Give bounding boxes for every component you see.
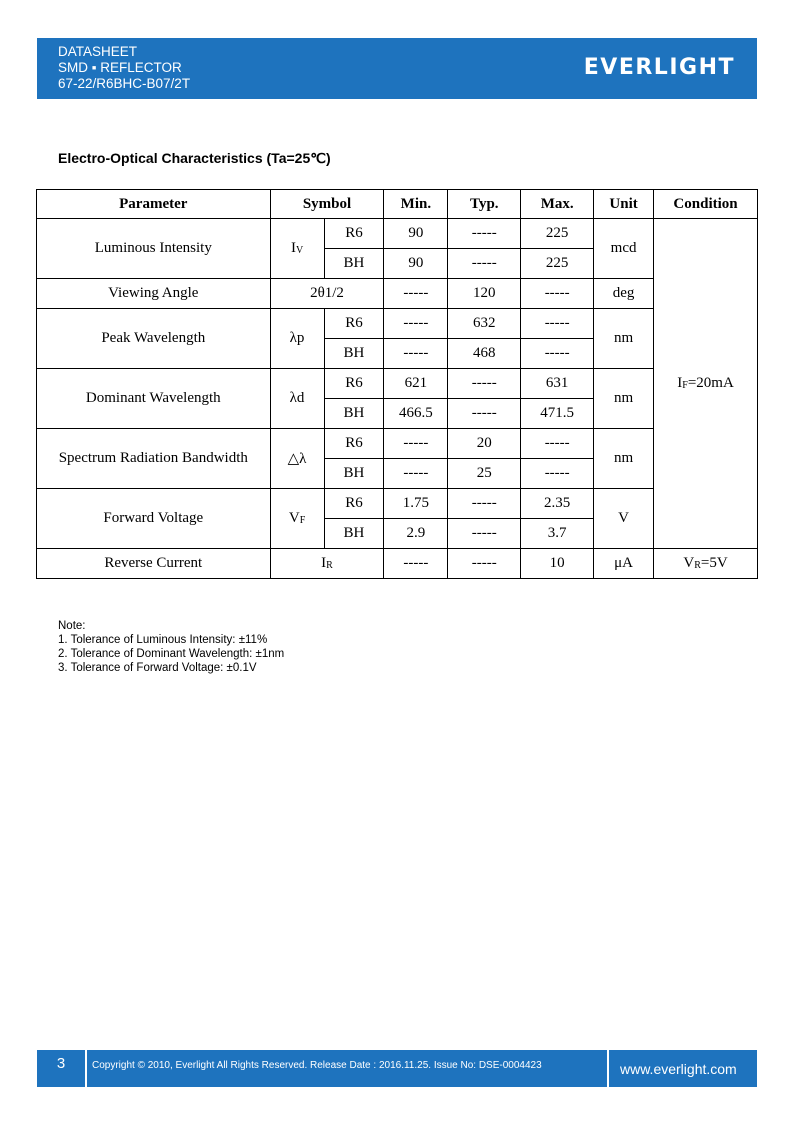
header-typ: Typ.	[448, 190, 521, 219]
max-value: -----	[521, 339, 594, 369]
max-value: 471.5	[521, 399, 594, 429]
typ-value: -----	[448, 219, 521, 249]
bin-label: BH	[324, 339, 384, 369]
min-value: 90	[384, 219, 448, 249]
table-row	[37, 279, 758, 309]
everlight-logo: EVERLIGHT	[583, 55, 735, 80]
min-value: -----	[384, 459, 448, 489]
bin-label: R6	[324, 369, 384, 399]
max-value: -----	[521, 279, 594, 309]
note-item: 1. Tolerance of Luminous Intensity: ±11%	[58, 634, 268, 646]
typ-value: -----	[448, 249, 521, 279]
symbol-dominant: λd	[270, 369, 324, 429]
copyright-text: Copyright © 2010, Everlight All Rights Reserved. Release Date : 2016.11.25. Issue No: DSE-0004423	[92, 1060, 542, 1071]
symbol-viewing: 2θ1/2	[270, 279, 384, 309]
min-value: -----	[384, 429, 448, 459]
page-header	[37, 38, 757, 99]
table-row	[37, 219, 758, 249]
param-peak: Peak Wavelength	[37, 309, 271, 369]
header-parameter: Parameter	[37, 190, 271, 219]
symbol-forward: $V_F$	[270, 489, 324, 549]
typ-value: 468	[448, 339, 521, 369]
max-value: -----	[521, 309, 594, 339]
table-header-row	[37, 190, 758, 219]
param-forward: Forward Voltage	[37, 489, 271, 549]
page-footer	[37, 1050, 757, 1087]
product-category: SMD ▪ REFLECTOR	[58, 60, 182, 75]
typ-value: 632	[448, 309, 521, 339]
unit-viewing: deg	[594, 279, 654, 309]
typ-value: -----	[448, 399, 521, 429]
unit-forward: V	[594, 489, 654, 549]
condition-main: $I_F=20mA$	[654, 219, 758, 549]
max-value: 631	[521, 369, 594, 399]
header-text	[58, 44, 190, 92]
header-symbol: Symbol	[270, 190, 384, 219]
max-value: 10	[521, 549, 594, 579]
min-value: 2.9	[384, 519, 448, 549]
symbol-luminous: $I_V$	[270, 219, 324, 279]
bin-label: BH	[324, 249, 384, 279]
typ-value: -----	[448, 489, 521, 519]
min-value: 466.5	[384, 399, 448, 429]
table-row	[37, 549, 758, 579]
notes	[58, 619, 284, 675]
table-row	[37, 369, 758, 399]
condition-reverse: $V_R=5V$	[654, 549, 758, 579]
min-value: -----	[384, 339, 448, 369]
param-viewing: Viewing Angle	[37, 279, 271, 309]
doc-type: DATASHEET	[58, 44, 138, 59]
footer-divider	[85, 1050, 87, 1087]
bin-label: R6	[324, 489, 384, 519]
unit-dominant: nm	[594, 369, 654, 429]
param-dominant: Dominant Wavelength	[37, 369, 271, 429]
note-item: 3. Tolerance of Forward Voltage: ±0.1V	[58, 662, 257, 674]
symbol-bandwidth: △λ	[270, 429, 324, 489]
unit-bandwidth: nm	[594, 429, 654, 489]
header-max: Max.	[521, 190, 594, 219]
max-value: 225	[521, 249, 594, 279]
header-min: Min.	[384, 190, 448, 219]
header-unit: Unit	[594, 190, 654, 219]
notes-title: Note:	[58, 620, 86, 632]
bin-label: R6	[324, 219, 384, 249]
max-value: 2.35	[521, 489, 594, 519]
min-value: 90	[384, 249, 448, 279]
footer-divider	[607, 1050, 609, 1087]
electro-optical-table	[36, 189, 758, 579]
symbol-reverse: $I_R$	[270, 549, 384, 579]
bin-label: BH	[324, 459, 384, 489]
param-reverse: Reverse Current	[37, 549, 271, 579]
unit-peak: nm	[594, 309, 654, 369]
section-title: Electro-Optical Characteristics (Ta=25℃)	[58, 150, 331, 166]
symbol-peak: λp	[270, 309, 324, 369]
min-value: -----	[384, 279, 448, 309]
max-value: -----	[521, 459, 594, 489]
max-value: -----	[521, 429, 594, 459]
unit-luminous: mcd	[594, 219, 654, 279]
table-row	[37, 429, 758, 459]
max-value: 225	[521, 219, 594, 249]
min-value: -----	[384, 309, 448, 339]
unit-reverse: μA	[594, 549, 654, 579]
table-row	[37, 309, 758, 339]
page-number: 3	[56, 1055, 66, 1072]
bin-label: BH	[324, 519, 384, 549]
typ-value: 120	[448, 279, 521, 309]
param-bandwidth: Spectrum Radiation Bandwidth	[37, 429, 271, 489]
part-number: 67-22/R6BHC-B07/2T	[58, 76, 191, 91]
min-value: 1.75	[384, 489, 448, 519]
param-luminous: Luminous Intensity	[37, 219, 271, 279]
typ-value: 25	[448, 459, 521, 489]
table-row	[37, 489, 758, 519]
website-link[interactable]: www.everlight.com	[620, 1061, 737, 1077]
min-value: -----	[384, 549, 448, 579]
bin-label: R6	[324, 309, 384, 339]
typ-value: -----	[448, 519, 521, 549]
note-item: 2. Tolerance of Dominant Wavelength: ±1nm	[58, 648, 285, 660]
header-condition: Condition	[654, 190, 758, 219]
typ-value: -----	[448, 369, 521, 399]
typ-value: -----	[448, 549, 521, 579]
typ-value: 20	[448, 429, 521, 459]
min-value: 621	[384, 369, 448, 399]
bin-label: BH	[324, 399, 384, 429]
max-value: 3.7	[521, 519, 594, 549]
bin-label: R6	[324, 429, 384, 459]
